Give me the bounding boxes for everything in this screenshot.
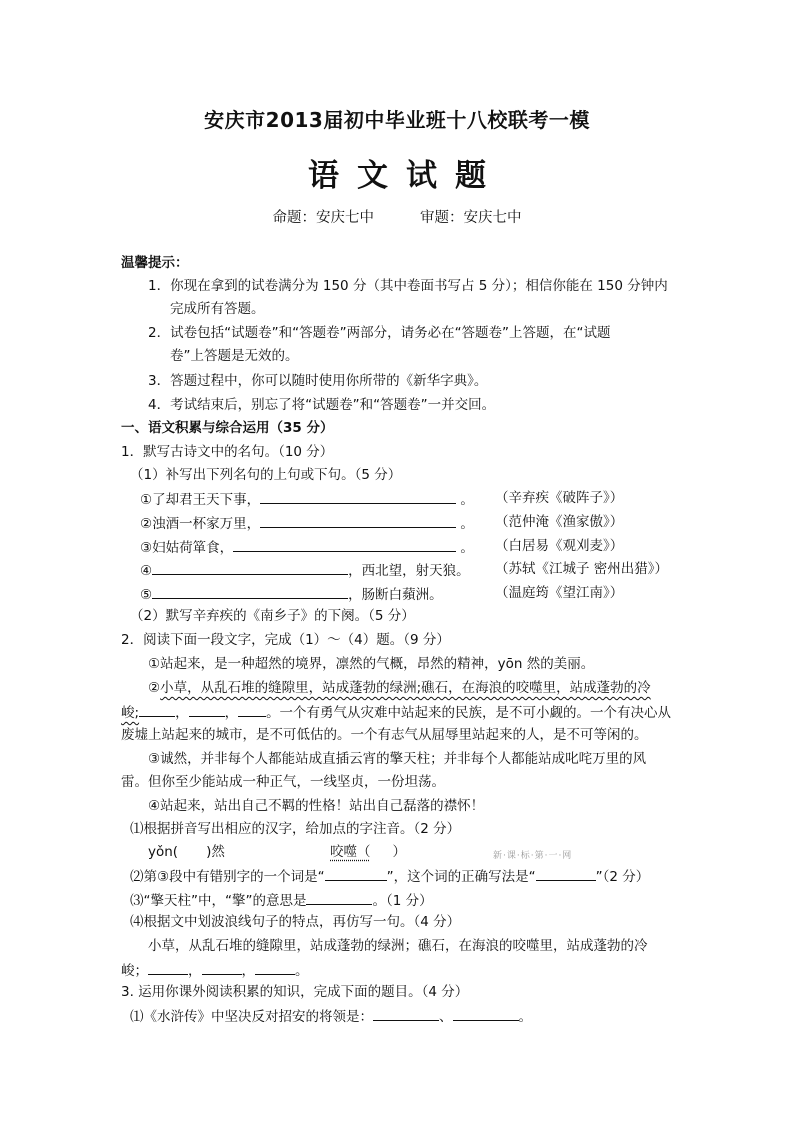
q2-sub2-b: ”，这个词的正确写法是“ [386, 869, 536, 885]
answer-blank[interactable] [453, 1006, 519, 1021]
q1-line-1 [140, 489, 474, 509]
q1-line-5-num: ⑤ [140, 587, 153, 603]
q2-sub4: ⑷根据文中划波浪线句子的特点，再仿写一句。（4 分） [130, 914, 461, 930]
pinyin-close: )然 [206, 844, 225, 860]
q2-sub2-a: ⑵第③段中有错别字的一个词是“ [130, 869, 325, 885]
q2-sub1: ⑴根据拼音写出相应的汉字，给加点的字注音。（2 分） [130, 821, 461, 837]
q1-line-4-source: （苏轼《江城子 密州出猎》） [495, 561, 669, 577]
tips-heading: 温馨提示： [121, 255, 189, 271]
q2-sub4-example-2: 峻； ， ， 。 [121, 960, 309, 980]
answer-blank[interactable] [536, 866, 596, 881]
q1-line-1-text: ①了却君王天下事， [140, 492, 261, 508]
q1-line-4 [140, 560, 470, 580]
q1-line-5 [140, 584, 443, 604]
tip-line-1b: 完成所有答题。 [170, 301, 265, 317]
q3-sub1-text: ⑴《水浒传》中坚决反对招安的将领是： [130, 1009, 373, 1025]
q3-sub1 [130, 1006, 532, 1026]
q2-sub2-c: ”（2 分） [595, 869, 650, 885]
exam-subtitle: 语文试题 [308, 158, 504, 194]
answer-blank[interactable] [238, 702, 266, 717]
exam-title: 安庆市2013届初中毕业班十八校联考一模 [204, 108, 590, 132]
answer-blank[interactable] [325, 866, 387, 881]
q2-sub4-example-1: 小草，从乱石堆的缝隙里，站成蓬勃的绿洲；礁石，在海浪的咬噬里，站成蓬勃的冷 [148, 938, 648, 954]
q1-line-2-end: 。 [460, 516, 474, 532]
watermark-stamp: 新·课·标·第·一·网 [493, 851, 573, 861]
tip-line-4: 4．考试结束后，别忘了将“试题卷”和“答题卷”一并交回。 [148, 397, 496, 413]
q2-paragraph-2-num: ② [148, 680, 161, 696]
q3-sub1-end: 。 [518, 1009, 532, 1025]
q2-sub3-a: ⑶“擎天柱”中，“擎”的意思是 [130, 893, 307, 909]
q1-line-1-end: 。 [460, 492, 474, 508]
q3-sub1-sep: 、 [439, 1009, 453, 1025]
dotted-word: 咬噬（ [330, 844, 371, 860]
q1-line-2 [140, 513, 474, 533]
q2-paragraph-3b: 雷。但你至少能站成一种正气，一线坚贞，一份坦荡。 [121, 774, 445, 790]
q1-line-3-text: ③妇姑荷箪食， [140, 540, 234, 556]
word-close: ） [392, 844, 406, 860]
section1-heading: 一、语文积累与综合运用（35 分） [121, 420, 334, 436]
q2-sub3 [130, 890, 433, 910]
q2-paragraph-3a: ③诚然，并非每个人都能站成直插云宵的擎天柱；并非每个人都能站成叱咤万里的风 [148, 751, 647, 767]
q1-line-5-source: （温庭筠《望江南》） [495, 585, 624, 601]
tip-line-2: 2．试卷包括“试题卷”和“答题卷”两部分，请务必在“答题卷”上答题，在“试题 [148, 325, 611, 341]
q1-line-3 [140, 537, 474, 557]
answer-blank[interactable] [152, 584, 348, 599]
q1-line-2-source: （范仲淹《渔家傲》） [495, 514, 624, 530]
answer-blank[interactable] [202, 960, 242, 975]
answer-blank[interactable] [260, 489, 456, 504]
q2-paragraph-4: ④站起来，站出自己不羁的性格！站出自己磊落的襟怀！ [148, 798, 485, 814]
q1-line-2-text: ②浊酒一杯家万里， [140, 516, 261, 532]
q2-sub1-pinyin [148, 843, 225, 861]
author-text: 命题：安庆七中 [272, 210, 374, 226]
q2-sub3-b: 。（1 分） [372, 893, 433, 909]
tip-line-2b: 卷”上答题是无效的。 [170, 348, 299, 364]
answer-blank[interactable] [152, 560, 348, 575]
q2-wavy-end: 峻; [121, 705, 140, 721]
answer-blank[interactable] [255, 960, 295, 975]
answer-blank[interactable] [260, 513, 456, 528]
q1-line-3-end: 。 [460, 540, 474, 556]
q1-stem: 1．默写古诗文中的名句。（10 分） [121, 444, 334, 460]
answer-blank[interactable] [148, 960, 188, 975]
q1-sub2: （2）默写辛弃疾的《南乡子》的下阕。（5 分） [130, 608, 415, 624]
q2-sub2 [130, 866, 649, 886]
q2-paragraph-2c: 废墟上站起来的城市，是不可低估的。一个有志气从屈辱里站起来的人，是不可等闲的。 [121, 727, 648, 743]
answer-blank[interactable] [373, 1006, 439, 1021]
q1-sub1: （1）补写出下列名句的上句或下句。（5 分） [130, 467, 402, 483]
answer-blank[interactable] [139, 702, 175, 717]
q2-sub1-word [330, 843, 406, 861]
q2-wavy-sentence: 小草，从乱石堆的缝隙里，站成蓬勃的绿洲;礁石，在海浪的咬噬里，站成蓬勃的冷 [160, 680, 651, 696]
answer-blank[interactable] [306, 890, 372, 905]
q1-line-4-text: ，西北望，射天狼。 [348, 563, 470, 579]
q3-stem: 3. 运用你课外阅读积累的知识，完成下面的题目。（4 分） [121, 984, 469, 1000]
q1-line-3-source: （白居易《观刈麦》） [495, 538, 624, 554]
q1-line-4-num: ④ [140, 563, 153, 579]
answer-blank[interactable] [189, 702, 225, 717]
tip-line-1: 1．你现在拿到的试卷满分为 150 分（其中卷面书写占 5 分）；相信你能在 150 分钟内 [148, 278, 668, 294]
q1-line-1-source: （辛弃疾《破阵子》） [495, 490, 624, 506]
tip-line-3: 3．答题过程中，你可以随时使用你所带的《新华字典》。 [148, 373, 488, 389]
q2-paragraph-1: ①站起来，是一种超然的境界，凛然的气概，昂然的精神，yōn 然的美丽。 [148, 656, 595, 672]
q2-sub4-example-2-start: 峻； [121, 963, 148, 979]
q2-paragraph-2a [148, 679, 651, 697]
q2-paragraph-2b-rest: 。一个有勇气从灾难中站起来的民族，是不可小觑的。一个有决心从 [266, 705, 672, 721]
pinyin-label: yǒn( [148, 844, 179, 860]
q2-paragraph-2b: 峻; ， ， 。一个有勇气从灾难中站起来的民族，是不可小觑的。一个有决心从 [121, 702, 671, 722]
q1-line-5-text: ，肠断白蘋洲。 [348, 587, 443, 603]
reviewer-text: 审题：安庆七中 [420, 210, 522, 226]
q2-stem: 2．阅读下面一段文字，完成（1）～（4）题。（9 分） [121, 632, 450, 648]
authors-line [0, 206, 794, 227]
answer-blank[interactable] [233, 537, 456, 552]
